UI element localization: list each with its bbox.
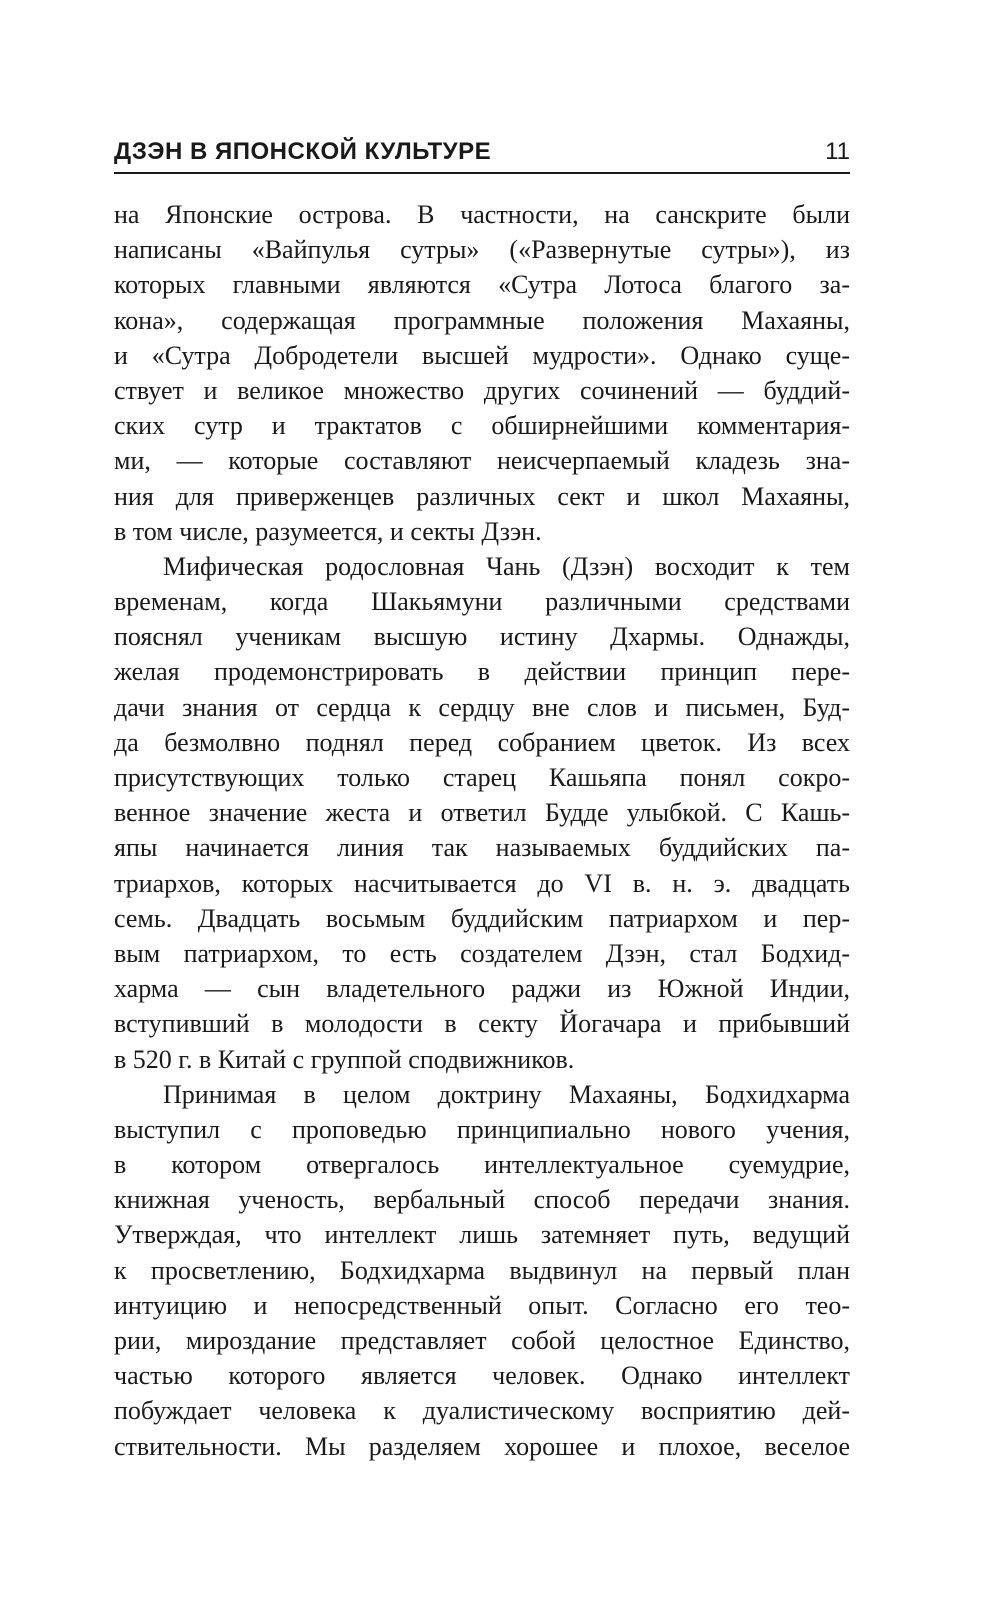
text-line: пояснял ученикам высшую истину Дхармы. Однажды, [114,622,850,652]
text-line: да безмолвно поднял перед собранием цветок. Из всех [114,727,850,757]
text-line: ских сутр и трактатов с обширнейшими комментария- [114,411,850,441]
text-line: и «Сутра Добродетели высшей мудрости». Однако суще- [114,340,850,370]
text-line: харма — сын владетельного раджи из Южной Индии, [114,974,850,1004]
text-line: на Японские острова. В частности, на санскрите были [114,200,850,229]
text-line: Принимая в целом доктрину Махаяны, Бодхидхарма [163,1079,850,1109]
text-line: триархов, которых насчитывается до VI в. н. э. двадцать [114,868,850,898]
text-line: кона», содержащая программные положения Махаяны, [114,305,850,335]
text-line: временам, когда Шакьямуни различными средствами [114,587,850,617]
text-line: побуждает человека к дуалистическому восприятию дей- [114,1396,850,1426]
text-line: желая продемонстрировать в действии принцип пере- [114,657,850,687]
text-line: вым патриархом, то есть создателем Дзэн, стал Бодхид- [114,938,850,968]
text-line: ми, — которые составляют неисчерпаемый кладезь зна- [114,446,850,476]
text-line: Мифическая родословная Чань (Дзэн) восходит к тем [163,551,850,581]
text-line: Утверждая, что интеллект лишь затемняет путь, ведущий [114,1220,850,1250]
text-line: рии, мироздание представляет собой целостное Единство, [114,1326,850,1355]
running-title: ДЗЭН В ЯПОНСКОЙ КУЛЬТУРЕ [114,138,492,165]
text-line: которых главными являются «Сутра Лотоса благого за- [114,270,850,300]
text-line: венное значение жеста и ответил Будде улыбкой. С Кашь- [114,798,850,828]
text-line: интуицию и непосредственный опыт. Согласно его тео- [114,1290,850,1320]
text-line: семь. Двадцать восьмым буддийским патриархом и пер- [114,903,850,933]
text-line: к просветлению, Бодхидхарма выдвинул на первый план [114,1255,850,1285]
page-number: 11 [825,138,850,165]
text-line: в том числе, разумеется, и секты Дзэн. [114,516,542,546]
text-line: япы начинается линия так называемых буддийских па- [114,833,850,863]
text-line: дачи знания от сердца к сердцу вне слов и письмен, Буд- [114,692,850,722]
text-line: выступил с проповедью принципиально нового учения, [114,1114,850,1144]
body-text [114,197,850,1464]
text-line: вступивший в молодости в секту Йогачара и прибывший [114,1009,850,1039]
text-line: присутствующих только старец Кашьяпа понял сокро- [114,763,850,792]
text-line: ствительности. Мы разделяем хорошее и плохое, веселое [114,1431,850,1461]
running-header [114,134,850,174]
text-line: написаны «Вайпулья сутры» («Развернутые сутры»), из [114,235,850,265]
text-line: ния для приверженцев различных сект и школ Махаяны, [114,481,850,511]
text-line: частью которого является человек. Однако интеллект [114,1361,850,1391]
text-line: в котором отвергалось интеллектуальное суемудрие, [114,1150,850,1180]
text-line: ствует и великое множество других сочинений — буддий- [114,375,850,405]
text-line: в 520 г. в Китай с группой сподвижников. [114,1044,575,1074]
text-line: книжная ученость, вербальный способ передачи знания. [114,1185,850,1215]
